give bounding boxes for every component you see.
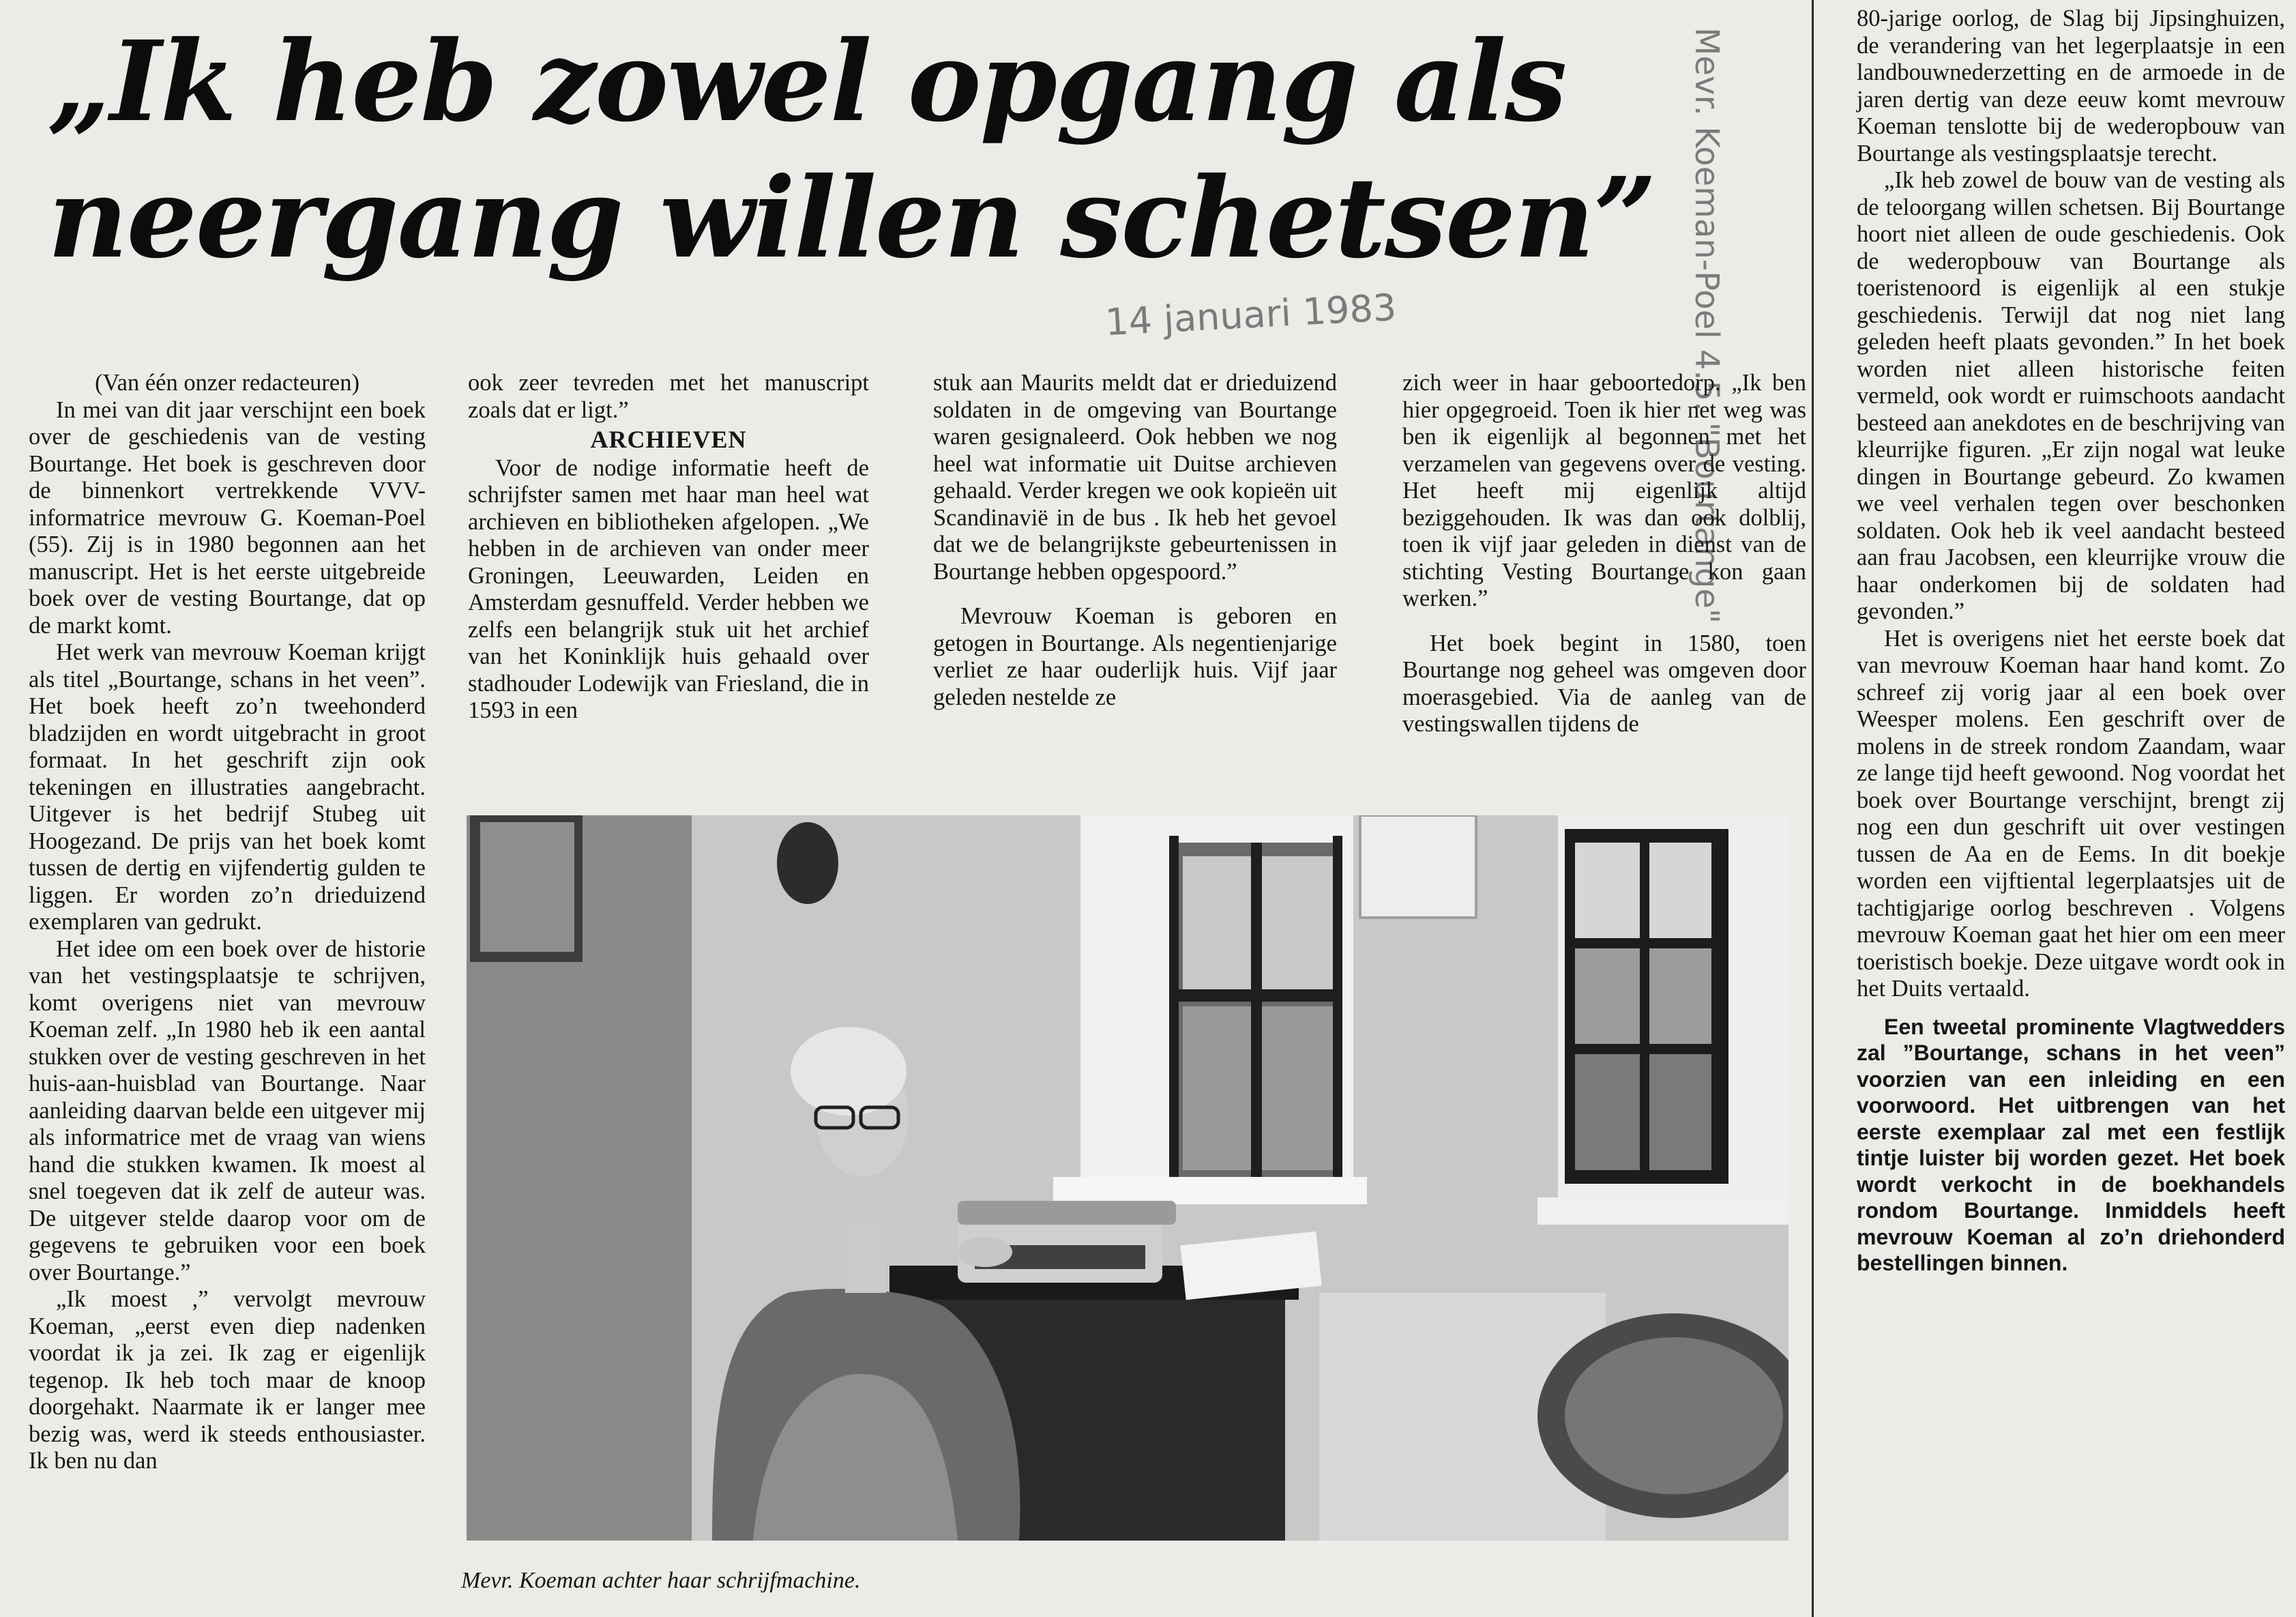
paragraph: Mevrouw Koeman is geboren en getogen in Bourtange. Als negentienjarige verliet ze haar ouderlijk huis. Vijf jaar geleden nestelde ze bbox=[933, 603, 1337, 710]
section-subhead: ARCHIEVEN bbox=[590, 426, 747, 453]
woman-at-typewriter-photo bbox=[467, 815, 1789, 1541]
paragraph: „Ik moest ,” vervolgt mevrouw Koeman, „eerst even diep nadenken voordat ik ja zei. Ik zag er eigenlijk tegenop. Ik heb toch maar de knoop doorgehakt. Naarmate ik er langer mee bezig was, werd ik steeds enthousiaster. Ik ben nu dan bbox=[29, 1286, 426, 1474]
closing-bold-paragraph: Een tweetal prominente Vlagtwedders zal ”Bourtange, schans in het veen” voorzien van een inleiding en een voorwoord. Het uitbrengen van het eerste exemplaar zal met een festlijk tintje luister bij worden gezet. Het boek wordt verkocht in de boekhandels rondom Bourtange. Inmiddels heeft mevrouw Koeman al zo’n driehonderd bestellingen binnen. bbox=[1857, 1014, 2285, 1275]
paragraph: Het boek begint in 1580, toen Bourtange nog geheel was omgeven door moerasgebied. Via de aanleg van de vestingswallen tijdens de bbox=[1402, 630, 1806, 737]
paragraph: zich weer in haar geboortedorp. „Ik ben hier opgegroeid. Toen ik hier net weg was ben ik eigenlijk al begonnen met het verzamelen van gegevens over de vesting. Het heeft mij eigenlijk altijd beziggehouden. Ik was dan ook dolblij, toen ik vijf jaar geleden in dienst van de stichting Vesting Bourtange kon gaan werken.” bbox=[1402, 370, 1806, 611]
paragraph: Het idee om een boek over de historie van het vestingsplaatsje te schrijven, komt overigens niet van mevrouw Koeman zelf. „In 1980 heb ik een aantal stukken over de vesting geschreven in het huis-aan-huisblad van Bourtange. Naar aanleiding daarvan belde een uitgever mij als informatrice met de vraag van wiens hand die stukken kwamen. Ik moest al snel toegeven dat ik zelf de auteur was. De uitgever stelde daarop voor om de gegevens te gebruiken voor een boek over Bourtange.” bbox=[29, 935, 426, 1285]
paragraph: Het werk van mevrouw Koeman krijgt als titel „Bourtange, schans in het veen”. Het boek heeft zo’n tweehonderd bladzijden en wordt uitgebracht in groot formaat. In het geschrift zijn ook tekeningen en illustraties aangebracht. Uitgever is het bedrijf Stubeg uit Hoogezand. De prijs van het boek komt tussen de dertig en vijfendertig gulden te liggen. Er worden zo’n drieduizend exemplaren van gedrukt. bbox=[29, 639, 426, 935]
photo-illustration bbox=[467, 815, 1789, 1541]
article-column-2 bbox=[468, 370, 869, 725]
byline: (Van één onzer redacteuren) bbox=[95, 370, 359, 396]
article-column-3 bbox=[933, 370, 1337, 711]
paragraph: stuk aan Maurits meldt dat er drieduizend soldaten in de omgeving van Bourtange waren gesignaleerd. Ook hebben we nog heel wat informatie uit Duitse archieven gehaald. Verder kregen we ook kopieën uit Scandinavië in de bus . Ik heb het gevoel dat we de belangrijkste gebeurtenissen in Bourtange hebben opgespoord.” bbox=[933, 370, 1337, 585]
handwritten-date: 14 januari 1983 bbox=[1104, 285, 1398, 345]
article-column-4 bbox=[1402, 370, 1806, 738]
paragraph: 80-jarige oorlog, de Slag bij Jipsinghuizen, de verandering van het legerplaatsje in een landbouwnederzetting en de armoede in de jaren dertig van deze eeuw komt mevrouw Koeman tenslotte bij de wederopbouw van Bourtange als vestingsplaatsje terecht. bbox=[1857, 5, 2285, 166]
paragraph: ook zeer tevreden met het manuscript zoals dat er ligt.” bbox=[468, 370, 869, 423]
article-column-1 bbox=[29, 370, 426, 1475]
photo-caption: Mevr. Koeman achter haar schrijfmachine. bbox=[461, 1568, 861, 1593]
article-column-5 bbox=[1857, 5, 2285, 1277]
paragraph: In mei van dit jaar verschijnt een boek over de geschiedenis van de vesting Bourtange. Het boek is geschreven door de binnenkort vertrekkende VVV-informatrice mevrouw G. Koeman-Poel (55). Zij is in 1980 begonnen aan het manuscript. Het is het eerste uitgebreide boek over de vesting Bourtange, dat op de markt komt. bbox=[29, 396, 426, 639]
column-rule bbox=[1812, 0, 1814, 1617]
handwritten-margin-note: Mevr. Koeman-Poel 4.5. "Bourtange" bbox=[1688, 27, 1726, 624]
headline: „Ik heb zowel opgang als neergang willen schetsen” bbox=[48, 17, 1656, 283]
paragraph: „Ik heb zowel de bouw van de vesting als de teloorgang willen schetsen. Bij Bourtange hoort niet alleen de oude geschiedenis. Ook de wederopbouw van Bourtange als toeristenoord is eigenlijk al een stukje geschiedenis. Terwijl dat nog niet lang geleden heeft plaats gevonden.” In het boek worden niet alleen historische feiten vermeld, ook wordt er ruimschoots aandacht besteed aan anekdotes en de beschrijving van kleurrijke figuren. „Er zijn nogal wat leuke dingen in Bourtange gebeurd. Zo kwamen we veel verhalen tegen over beschonken soldaten. Ook heb ik veel aandacht besteed aan frau Jacobsen, een kleurrijke vrouw die haar onderkomen bij de soldaten had gevonden.” bbox=[1857, 167, 2285, 624]
paragraph: Voor de nodige informatie heeft de schrijfster samen met haar man heel wat archieven en bibliotheken afgelopen. „We hebben in de archieven van onder meer Groningen, Leeuwarden, Leiden en Amsterdam gesnuffeld. Verder hebben we zelfs een belangrijk stuk uit het archief van het Koninklijk huis gehaald over stadhouder Lodewijk van Friesland, die in 1593 in een bbox=[468, 454, 869, 723]
paragraph: Het is overigens niet het eerste boek dat van mevrouw Koeman haar hand komt. Zo schreef zij vorig jaar al een boek over Weesper molens. Een geschrift over de molens in de streek rondom Zaandam, waar ze lange tijd heeft gewoond. Nog voordat het boek over Bourtange verschijnt, brengt zij nog een dun geschrift uit over vestingen tussen de Aa en de Eems. In dit boekje worden een vijftiental legerplaatsjes uit de tachtigjarige oorlog beschreven . Volgens mevrouw Koeman gaat het hier om een meer toeristisch boekje. Deze uitgave wordt ook in het Duits vertaald. bbox=[1857, 625, 2285, 1002]
